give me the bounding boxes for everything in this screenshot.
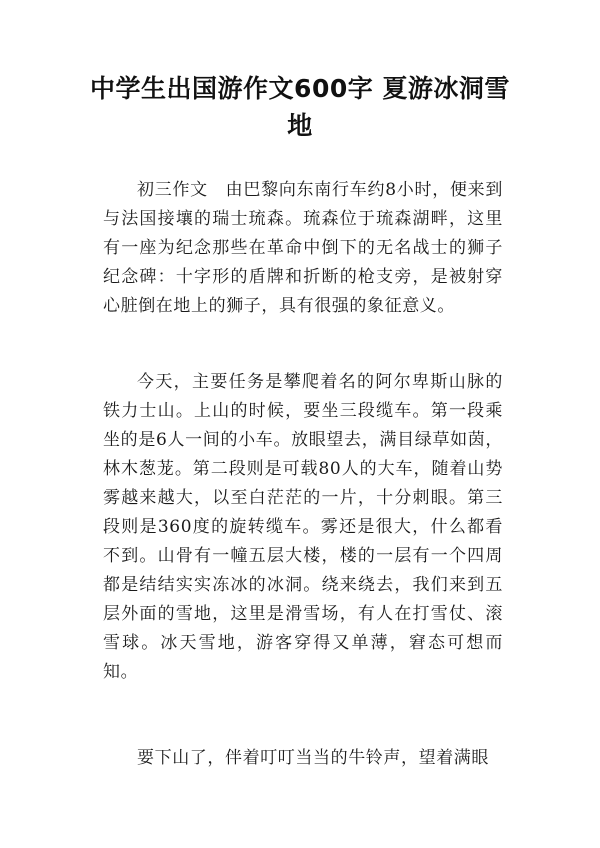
page-title: 中学生出国游作文600字 夏游冰洞雪地 [90, 74, 510, 140]
paragraph-1: 初三作文 由巴黎向东南行车约8小时，便来到与法国接壤的瑞士琉森。琉森位于琉森湖畔，这里有一座为纪念那些在革命中倒下的无名战士的狮子纪念碑：十字形的盾牌和折断的枪支旁，是被射穿心脏倒在地上的狮子，具有很强的象征意义。 [103, 180, 503, 316]
paragraph-3: 要下山了，伴着叮叮当当的牛铃声，望着满眼 [137, 748, 489, 768]
paragraph-2: 今天，主要任务是攀爬着名的阿尔卑斯山脉的铁力士山。上山的时候，要坐三段缆车。第一段乘坐的是6人一间的小车。放眼望去，满目绿草如茵，林木葱茏。第二段则是可载80人的大车，随着山势雾越来越大，以至白茫茫的一片，十分刺眼。第三段则是360度的旋转缆车。雾还是很大，什么都看不到。山骨有一幢五层大楼，楼的一层有一个四周都是结结实实冻冰的冰洞。绕来绕去，我们来到五层外面的雪地，这里是滑雪场，有人在打雪仗、滚雪球。冰天雪地，游客穿得又单薄，窘态可想而知。 [103, 372, 503, 682]
